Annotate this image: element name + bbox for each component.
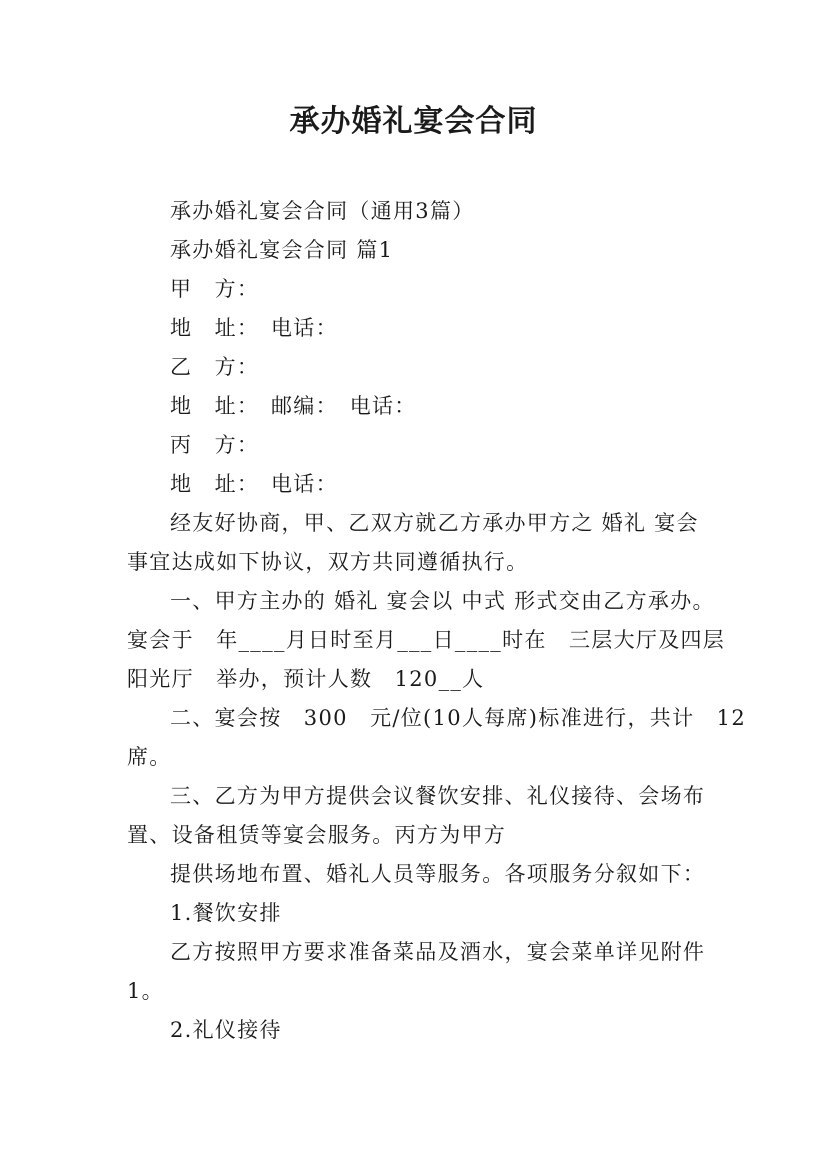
paragraph-line: 置、设备租赁等宴会服务。丙方为甲方 — [127, 823, 507, 847]
subtitle-line: 承办婚礼宴会合同（通用3篇） — [170, 199, 475, 223]
paragraph-line: 一、甲方主办的 婚礼 宴会以 中式 形式交由乙方承办。 — [170, 589, 715, 613]
party-b-line: 乙 方： — [170, 355, 260, 379]
party-a-line: 甲 方： — [170, 277, 260, 301]
party-a-address-line: 地 址： 电话： — [170, 316, 338, 340]
party-c-line: 丙 方： — [170, 433, 260, 457]
section-heading: 承办婚礼宴会合同 篇1 — [170, 238, 394, 262]
party-c-address-line: 地 址： 电话： — [170, 472, 338, 496]
paragraph-line: 乙方按照甲方要求准备菜品及酒水，宴会菜单详见附件 — [170, 940, 706, 964]
document-title: 承办婚礼宴会合同 — [289, 104, 538, 139]
paragraph-line: 经友好协商，甲、乙双方就乙方承办甲方之 婚礼 宴会 — [170, 511, 699, 535]
paragraph-line: 三、乙方为甲方提供会议餐饮安排、礼仪接待、会场布 — [170, 784, 706, 808]
paragraph-line: 阳光厅 举办，预计人数 120__人 — [127, 667, 485, 691]
paragraph-line: 提供场地布置、婚礼人员等服务。各项服务分叙如下： — [170, 862, 706, 886]
paragraph-line: 事宜达成如下协议，双方共同遵循执行。 — [127, 550, 529, 574]
paragraph-line: 宴会于 年____月日时至月___日____时在 三层大厅及四层 — [127, 628, 726, 652]
paragraph-line: 1。 — [127, 979, 164, 1003]
paragraph-line: 二、宴会按 300 元/位(10人每席)标准进行，共计 12 — [170, 706, 746, 730]
party-b-address-line: 地 址： 邮编： 电话： — [170, 394, 417, 418]
list-item-heading: 1.餐饮安排 — [170, 901, 282, 925]
paragraph-line: 席。 — [127, 745, 172, 769]
list-item-heading: 2.礼仪接待 — [170, 1018, 282, 1042]
